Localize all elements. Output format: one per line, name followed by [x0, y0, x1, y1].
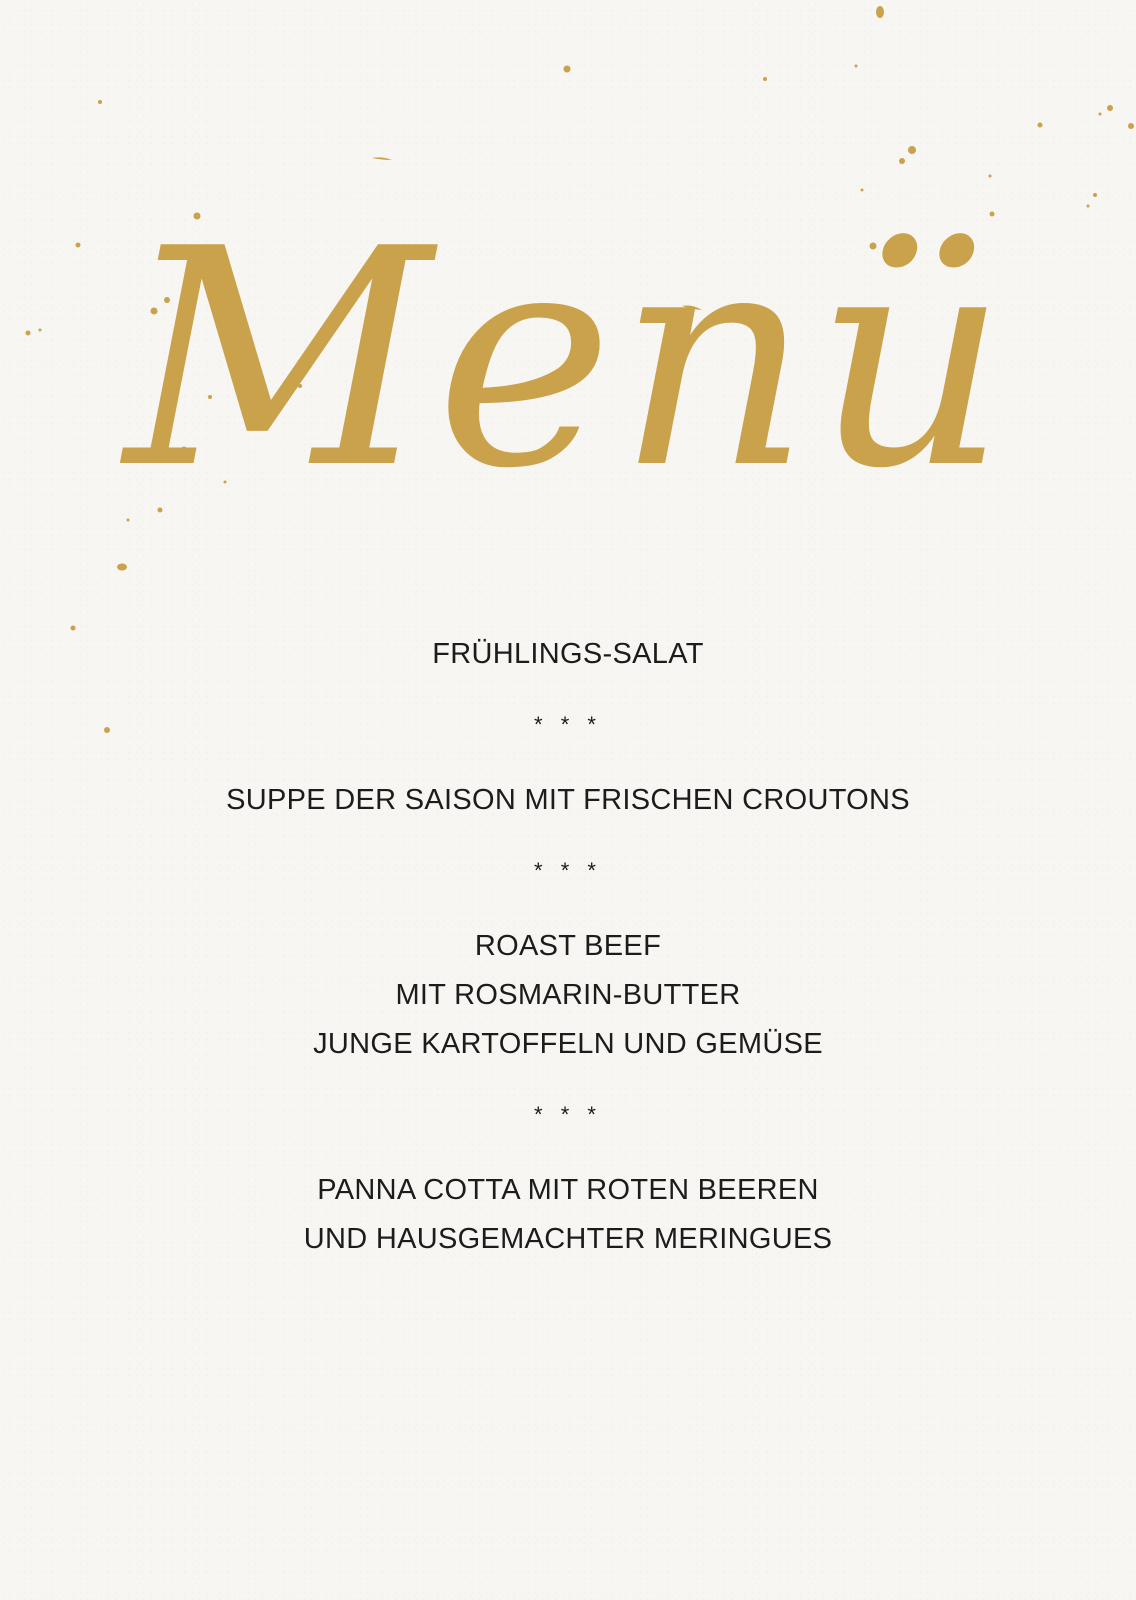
course-starter	[0, 630, 1136, 679]
course-line: SUPPE DER SAISON MIT FRISCHEN CROUTONS	[226, 784, 910, 816]
course-separator: * * *	[534, 712, 602, 737]
course-list	[0, 630, 1136, 1264]
course-soup	[0, 776, 1136, 825]
course-line: PANNA COTTA MIT ROTEN BEEREN	[317, 1174, 819, 1206]
course-line: FRÜHLINGS-SALAT	[432, 638, 704, 670]
course-separator: * * *	[534, 858, 602, 883]
course-line: UND HAUSGEMACHTER MERINGUES	[303, 1223, 833, 1255]
course-line: MIT ROSMARIN-BUTTER	[395, 979, 741, 1011]
course-separator: * * *	[534, 1102, 602, 1127]
course-line: JUNGE KARTOFFELN UND GEMÜSE	[313, 1028, 823, 1060]
course-dessert	[0, 1166, 1136, 1264]
course-main	[0, 922, 1136, 1069]
course-line: ROAST BEEF	[474, 930, 662, 962]
menu-title	[0, 218, 1136, 488]
menu-title-text: Menü	[124, 218, 1012, 488]
